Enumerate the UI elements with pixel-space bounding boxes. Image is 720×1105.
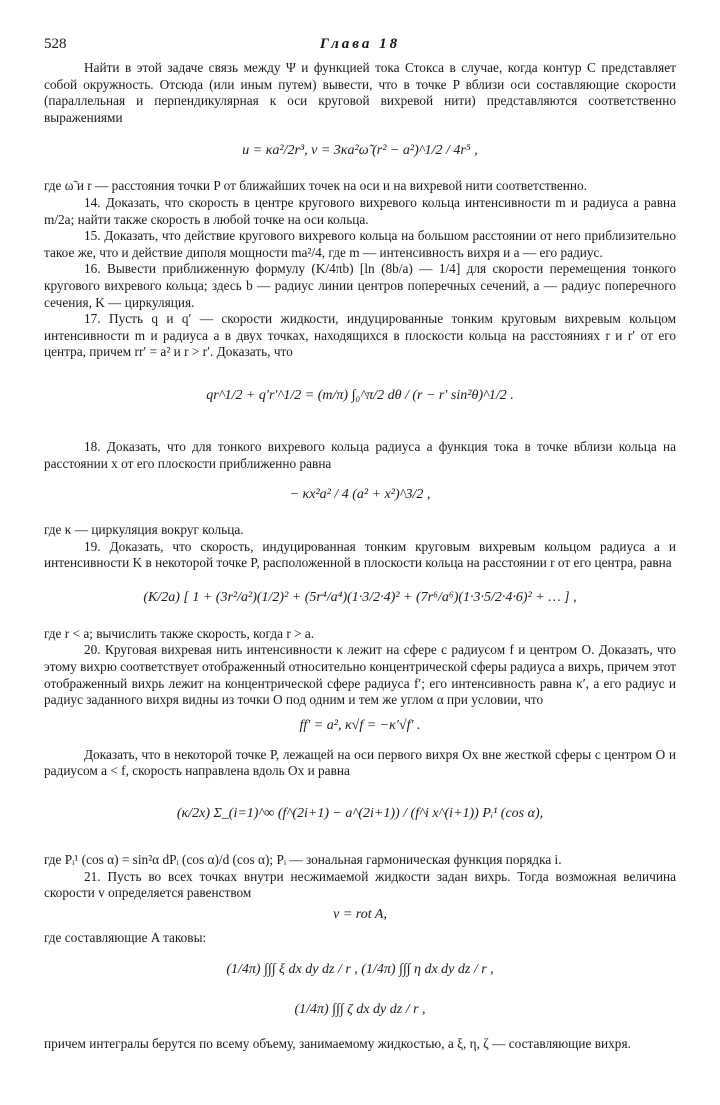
formula-rot: v = rot A,: [333, 906, 387, 922]
problem-21-end: причем интегралы берутся по всему объему, занимаемому жидкостью, а ξ, η, ζ — составляющие вихря.: [44, 1036, 631, 1052]
formula-sum-velocity: (κ/2x) Σ_(i=1)^∞ (f^(2i+1) − a^(2i+1)) / (f^i x^(i+1)) Pᵢ¹ (cos α),: [176, 806, 544, 822]
problem-21: 21. Пусть во всех точках внутри несжимаемой жидкости задан вихрь. Тогда возможная величина скорости v определяется равенством: [44, 868, 676, 901]
formula-component-z: (1/4π) ∫∫∫ ζ dx dy dz / r ,: [294, 1002, 426, 1018]
problem-14: 14. Доказать, что скорость в центре кругового вихревого кольца интенсивности m и радиуса a равна m/2a; найти также скорость в любой точке на оси кольца.: [44, 194, 676, 227]
formula-velocity-components: u = κa²/2r³, v = 3κa²ω̃ (r² − a²)^1/2 / 4r⁵ ,: [242, 143, 478, 159]
problem-13-note: где ω̃ и r — расстояния точки P от ближайших точек на оси и на вихревой нити соответственно.: [44, 178, 587, 194]
page-number: 528: [44, 36, 67, 52]
problem-17: 17. Пусть q и q′ — скорости жидкости, индуцированные тонким круговым вихревым кольцом интенсивности m и радиуса a в двух точках, находящихся в плоскости кольца на расстояниях r и r′ от его центра, причем rr′ = a² и r > r′. Доказать, что: [44, 311, 676, 360]
problem-19: 19. Доказать, что скорость, индуцированная тонким круговым вихревым кольцом радиуса a и интенсивности K в некоторой точке P, расположенной в плоскости кольца на расстоянии r от его центра, равна: [44, 538, 676, 571]
problem-18: 18. Доказать, что для тонкого вихревого кольца радиуса a функция тока в точке вблизи кольца на расстоянии x от его плоскости приближенно равна: [44, 438, 676, 471]
page-header: [44, 36, 676, 60]
problem-20-continued: Доказать, что в некоторой точке P, лежащей на оси первого вихря Ox вне жесткой сферы с центром O и радиусом a < f, скорость направлена вдоль Ox и равна: [44, 746, 676, 779]
formula-series-velocity: (K/2a) [ 1 + (3r²/a²)(1/2)² + (5r⁴/a⁴)(1·3/2·4)² + (7r⁶/a⁶)(1·3·5/2·4·6)² + … ] ,: [143, 589, 577, 605]
problem-16: 16. Вывести приближенную формулу (K/4πb) [ln (8b/a) — 1/4] для скорости перемещения тонкого кругового вихревого кольца; здесь b — радиус линии центров поперечных сечений, a — радиус поперечного сечения, K — циркуляция.: [44, 261, 676, 310]
problem-13-text: Найти в этой задаче связь между Ψ и функцией тока Стокса в случае, когда контур C представляет собой окружность. Отсюда (или иным путем) вывести, что в точке P вблизи оси составляющие скорости (параллельная и перпендикулярная к оси круговой вихревой нити) представляются соответственно выражениями: [44, 60, 676, 125]
chapter-title: Глава 18: [319, 36, 401, 52]
formula-stream-function: − κx²a² / 4 (a² + x²)^3/2 ,: [289, 487, 431, 503]
formula-components-xy: (1/4π) ∫∫∫ ξ dx dy dz / r , (1/4π) ∫∫∫ η dx dy dz / r ,: [226, 962, 494, 978]
problem-20-note: где Pᵢ¹ (cos α) = sin²α dPᵢ (cos α)/d (cos α); Pᵢ — зональная гармоническая функция порядка i.: [44, 852, 562, 868]
problem-19-note: где r < a; вычислить также скорость, когда r > a.: [44, 625, 315, 641]
problem-15: 15. Доказать, что действие кругового вихревого кольца на большом расстоянии от него приблизительно такое же, что и действие диполя мощности ma²/4, где m — интенсивность вихря и a — его радиус.: [44, 228, 676, 260]
problem-18-note: где κ — циркуляция вокруг кольца.: [44, 522, 244, 538]
formula-integral-q: qr^1/2 + q′r′^1/2 = (m/π) ∫₀^π/2 dθ / (r − r′ sin²θ)^1/2 .: [206, 387, 514, 403]
book-page: [44, 36, 676, 1053]
problem-20: 20. Круговая вихревая нить интенсивности κ лежит на сфере с радиусом f и центром O. Доказать, что этому вихрю соответствует отображенный относительно концентрической сферы радиуса a вихрь, причем этот отображенный вихрь лежит на концентрической сфере радиуса f′; его интенсивность равна κ′, а его радиус и радиус заданного вихря видны из точки O под одним и тем же углом α при условии, что: [44, 642, 676, 708]
problem-21-note: где составляющие A таковы:: [44, 929, 207, 945]
formula-image-vortex: ff′ = a², κ√f = −κ′√f′ .: [299, 717, 421, 733]
